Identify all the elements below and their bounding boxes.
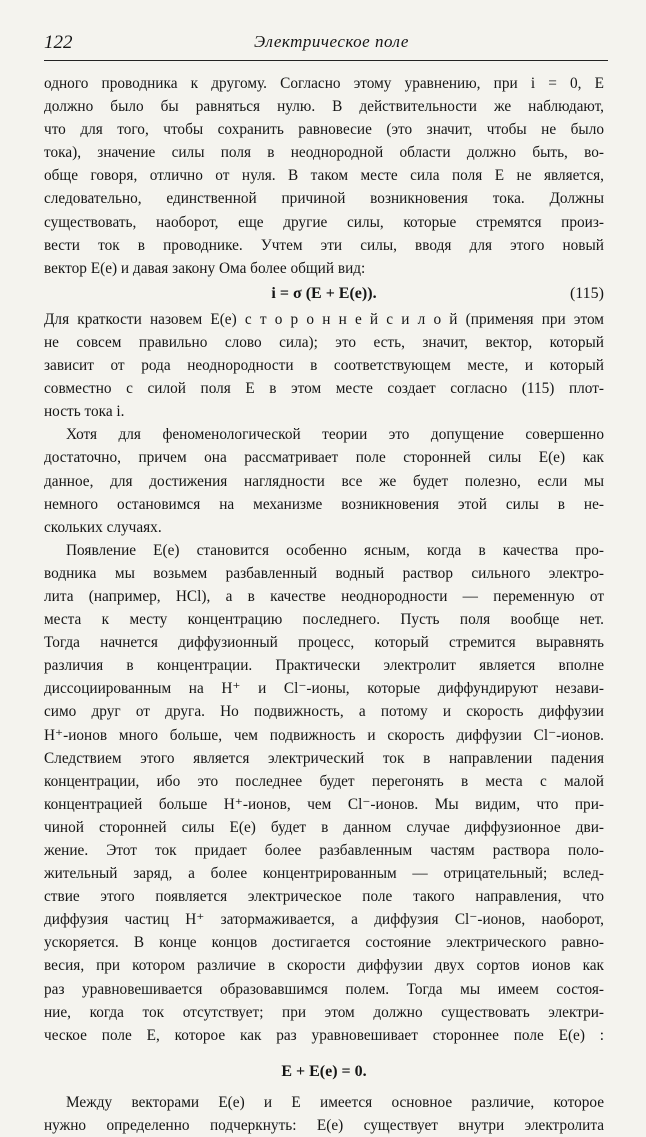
page-body bbox=[44, 72, 604, 1137]
text-line: места к месту концентрацию последнего. Пусть поля вообще нет. bbox=[44, 611, 604, 629]
text-line: обще говоря, отлично от нуля. В таком месте сила поля E не является, bbox=[44, 167, 604, 185]
text-line: водника мы возьмем разбавленный водный раствор сильного электро- bbox=[44, 564, 604, 582]
text-line: Для краткости назовем E(e) с т о р о н н е й с и л о й (применяя при этом bbox=[44, 310, 604, 328]
text-line: тока), значение силы поля в неоднородной области должно быть, во- bbox=[44, 144, 604, 162]
text-line: зависит от рода неоднородности в соответствующем месте, и который bbox=[44, 357, 604, 375]
text-line: чиной сторонней силы E(e) будет в данном случае диффузионное дви- bbox=[44, 818, 604, 836]
text-line: совместно с силой поля E в этом месте создает согласно (115) плот- bbox=[44, 380, 604, 398]
text-line: ние, когда ток отсутствует; при этом должно существовать электри- bbox=[44, 1003, 604, 1021]
text-line: данное, для достижения наглядности все же будет полезно, если мы bbox=[44, 472, 604, 490]
text-line: ность тока i. bbox=[44, 403, 125, 421]
text-line: лита (например, HCl), а в качестве неоднородности — переменную от bbox=[44, 587, 604, 605]
text-line: Хотя для феноменологической теории это допущение совершенно bbox=[66, 426, 604, 444]
text-line: должно было бы равняться нулю. В действительности же наблюдают, bbox=[44, 98, 604, 116]
text-line: не совсем правильно слово сила); это есть, значит, вектор, который bbox=[44, 333, 604, 351]
equation-equilibrium bbox=[44, 1053, 604, 1091]
paragraph-5 bbox=[44, 1091, 604, 1137]
paragraph-4 bbox=[44, 539, 604, 1047]
equation-text: i = σ (E + E(e)). bbox=[271, 284, 377, 302]
text-line: различия в концентрации. Практически электролит является вполне bbox=[44, 657, 604, 675]
text-line: диссоциированным на H⁺ и Cl⁻-ионы, которые диффундируют незави- bbox=[44, 680, 604, 698]
text-line: вектор E(e) и давая закону Ома более общий вид: bbox=[44, 259, 366, 277]
text-line: следовательно, единственной причиной возникновения тока. Должны bbox=[44, 190, 604, 208]
paragraph-2 bbox=[44, 308, 604, 423]
text-line: вести ток в проводнике. Учтем эти силы, вводя для этого новый bbox=[44, 236, 604, 254]
paragraph-3 bbox=[44, 423, 604, 538]
text-line: диффузия частиц H⁺ затормаживается, а диффузия Cl⁻-ионов, наоборот, bbox=[44, 911, 604, 929]
paragraph-1 bbox=[44, 72, 604, 280]
running-title: Электрическое поле bbox=[254, 32, 409, 51]
text-line: существовать, наоборот, еще другие силы, которые стремятся произ- bbox=[44, 213, 604, 231]
equation-115 bbox=[44, 280, 604, 308]
text-line: концентрации, ибо это последнее будет перегонять в места с малой bbox=[44, 772, 604, 790]
text-line: раз уравновешивается образовавшимся полем. Тогда мы имеем состоя- bbox=[44, 980, 604, 998]
text-line: одного проводника к другому. Согласно этому уравнению, при i = 0, E bbox=[44, 75, 604, 92]
text-line: Тогда начнется диффузионный процесс, который стремится выравнять bbox=[44, 634, 604, 652]
text-line: ускоряется. В конце концов достигается состояние электрического равно- bbox=[44, 934, 604, 952]
text-line: весия, при котором различие в скорости диффузии двух сортов ионов как bbox=[44, 957, 604, 975]
text-line: нужно определенно подчеркнуть: E(e) существует внутри электролита bbox=[44, 1116, 604, 1134]
text-line: жение. Этот ток придает более разбавленным частям раствора поло- bbox=[44, 842, 604, 859]
text-line: что для того, чтобы сохранить равновесие (это значит, чтобы не было bbox=[44, 121, 604, 139]
text-line: Следствием этого является электрический ток в направлении падения bbox=[44, 749, 604, 767]
text-line: симо друг от друга. Но подвижность, а потому и скорость диффузии bbox=[44, 703, 604, 721]
text-line: концентрацией больше H⁺-ионов, чем Cl⁻-ионов. Мы видим, что при- bbox=[44, 795, 604, 813]
text-line: жительный заряд, а более концентрированным — отрицательный; вслед- bbox=[44, 865, 604, 883]
text-line: достаточно, причем она рассматривает поле сторонней силы E(e) как bbox=[44, 449, 604, 467]
page-header bbox=[44, 30, 608, 61]
text-line: Появление E(e) становится особенно ясным, когда в качества про- bbox=[66, 541, 604, 559]
page-number: 122 bbox=[44, 32, 73, 53]
text-line: H⁺-ионов много больше, чем подвижность и скорость диффузии Cl⁻-ионов. bbox=[44, 726, 604, 744]
equation-number: (115) bbox=[569, 284, 604, 302]
text-line: немного остановимся на механизме возникновения этой силы в не- bbox=[44, 495, 604, 513]
text-line: скольких случаях. bbox=[44, 518, 162, 536]
text-line: ствие этого появляется электрическое поле такого направления, что bbox=[44, 888, 604, 906]
text-line: ческое поле E, которое как раз уравновешивает стороннее поле E(e) : bbox=[44, 1026, 604, 1044]
equation-text: E + E(e) = 0. bbox=[281, 1062, 367, 1080]
text-line: Между векторами E(e) и E имеется основное различие, которое bbox=[66, 1093, 604, 1111]
